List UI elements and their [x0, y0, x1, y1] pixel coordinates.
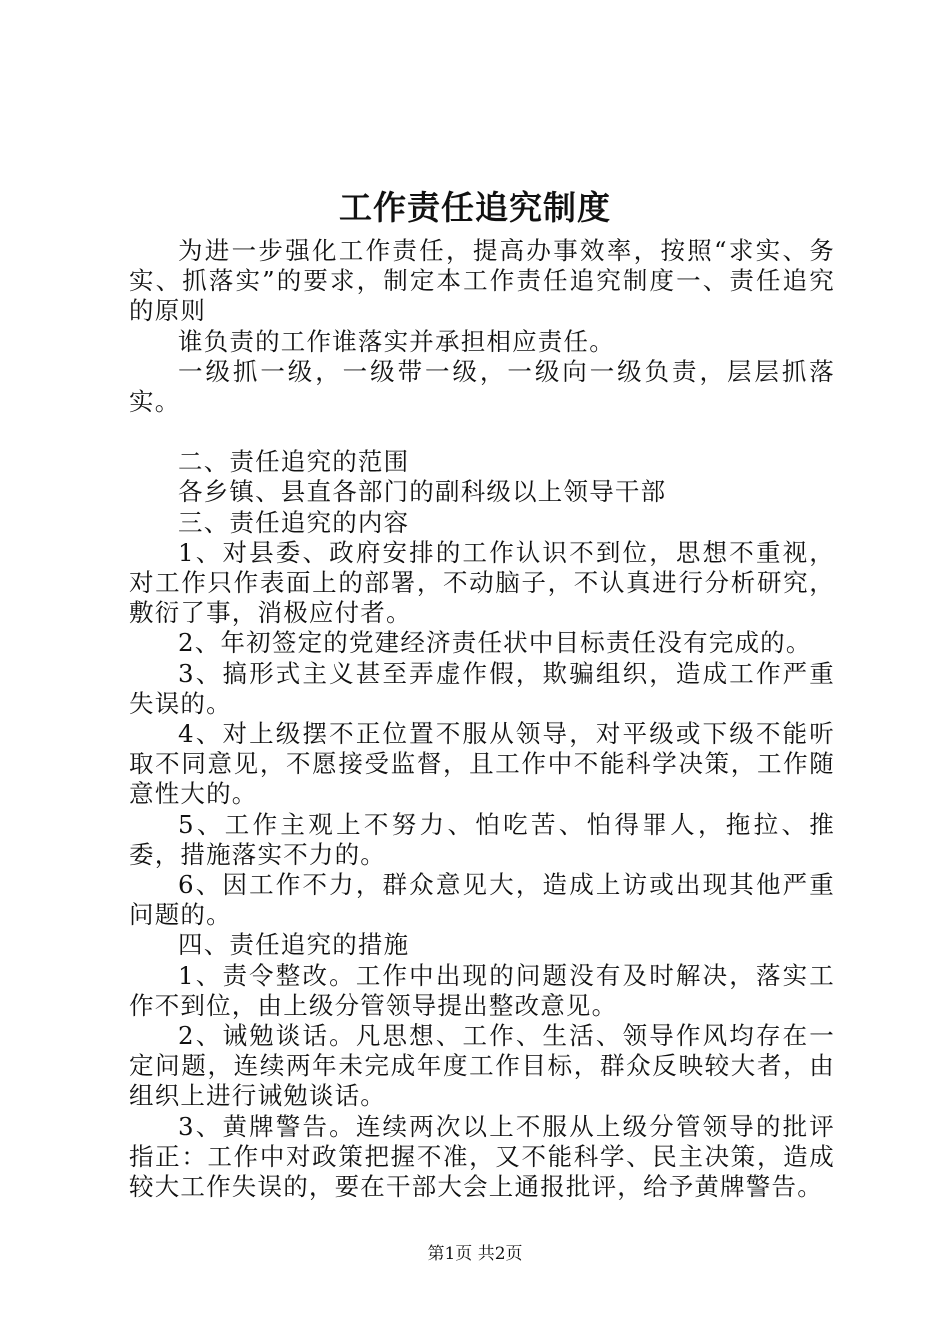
paragraph-measure-2: 2、诫勉谈话。凡思想、工作、生活、领导作风均存在一定问题，连续两年未完成年度工作目标，群众反映较大者，由组织上进行诫勉谈话。	[129, 1021, 835, 1111]
document-title: 工作责任追究制度	[339, 188, 611, 227]
paragraph-content-5: 5、工作主观上不努力、怕吃苦、怕得罪人，拖拉、推委，措施落实不力的。	[129, 809, 835, 869]
section-heading-content: 三、责任追究的内容	[178, 507, 410, 537]
paragraph-content-1: 1、对县委、政府安排的工作认识不到位，思想不重视，对工作只作表面上的部署，不动脑子，不认真进行分析研究，敷衍了事，消极应付者。	[129, 537, 835, 628]
paragraph-principle-1: 谁负责的工作谁落实并承担相应责任。	[178, 326, 615, 356]
section-heading-scope: 二、责任追究的范围	[178, 447, 410, 477]
section-heading-measures: 四、责任追究的措施	[178, 930, 410, 960]
paragraph-content-2: 2、年初签定的党建经济责任状中目标责任没有完成的。	[178, 628, 812, 658]
document-body	[129, 236, 835, 1202]
paragraph-content-4: 4、对上级摆不正位置不服从领导，对平级或下级不能听取不同意见，不愿接受监督，且工作中不能科学决策，工作随意性大的。	[129, 719, 835, 809]
paragraph-measure-1: 1、责令整改。工作中出现的问题没有及时解决，落实工作不到位，由上级分管领导提出整改意见。	[129, 960, 835, 1020]
paragraph-principle-2: 一级抓一级，一级带一级，一级向一级负责，层层抓落实。	[129, 356, 835, 417]
paragraph-scope: 各乡镇、县直各部门的副科级以上领导干部	[178, 477, 667, 507]
page-footer: 第1页 共2页	[427, 1244, 523, 1264]
paragraph-content-3: 3、搞形式主义甚至弄虚作假，欺骗组织，造成工作严重失误的。	[129, 658, 835, 718]
paragraph-intro: 为进一步强化工作责任，提高办事效率，按照“求实、务实、抓落实”的要求，制定本工作责任追究制度一、责任追究的原则	[129, 236, 835, 326]
paragraph-content-6: 6、因工作不力，群众意见大，造成上访或出现其他严重问题的。	[129, 870, 835, 930]
paragraph-measure-3: 3、黄牌警告。连续两次以上不服从上级分管领导的批评指正：工作中对政策把握不准，又不能科学、民主决策，造成较大工作失误的，要在干部大会上通报批评，给予黄牌警告。	[129, 1111, 835, 1202]
